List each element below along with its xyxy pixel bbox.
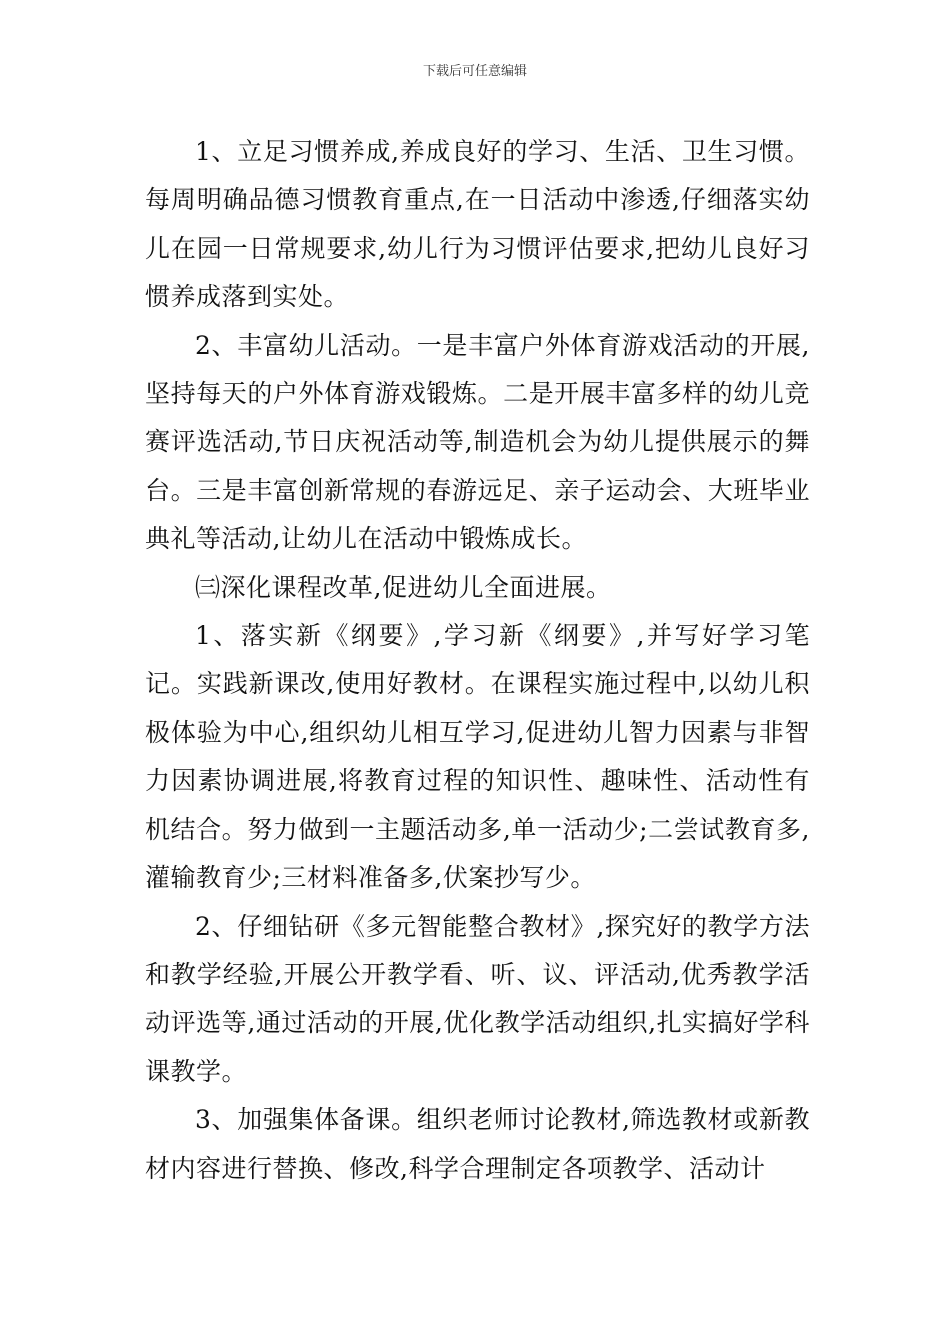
section-heading-curriculum-reform: ㈢深化课程改革,促进幼儿全面进展。 xyxy=(195,572,612,602)
paragraph-collective-lesson-prep: 3、加强集体备课。组织老师讨论教材,筛选教材或新教材内容进行替换、修改,科学合理制定各项教学、活动计 xyxy=(145,1105,810,1183)
page-header: 下载后可任意编辑 xyxy=(422,64,527,79)
paragraph-implement-outline: 1、落实新《纲要》,学习新《纲要》,并写好学习笔记。实践新课改,使用好教材。在课程实施过程中,以幼儿积极体验为中心,组织幼儿相互学习,促进幼儿智力因素与非智力因素协调进展,将教育过程的知识性、趣味性、活动性有机结合。努力做到一主题活动多,单一活动少;二尝试教育多,灌输教育少;三材料准备多,伏案抄写少。 xyxy=(145,621,810,893)
paragraph-habit-formation: 1、立足习惯养成,养成良好的学习、生活、卫生习惯。每周明确品德习惯教育重点,在一日活动中渗透,仔细落实幼儿在园一日常规要求,幼儿行为习惯评估要求,把幼儿良好习惯养成落到实处。 xyxy=(145,137,810,312)
document-body xyxy=(145,128,810,1193)
paragraph-study-textbook: 2、仔细钻研《多元智能整合教材》,探究好的教学方法和教学经验,开展公开教学看、听、议、评活动,优秀教学活动评选等,通过活动的开展,优化教学活动组织,扎实搞好学科课教学。 xyxy=(145,911,810,1086)
paragraph-enrich-activities: 2、丰富幼儿活动。一是丰富户外体育游戏活动的开展,坚持每天的户外体育游戏锻炼。二是开展丰富多样的幼儿竞赛评选活动,节日庆祝活动等,制造机会为幼儿提供展示的舞台。三是丰富创新常规的春游远足、亲子运动会、大班毕业典礼等活动,让幼儿在活动中锻炼成长。 xyxy=(145,330,810,554)
